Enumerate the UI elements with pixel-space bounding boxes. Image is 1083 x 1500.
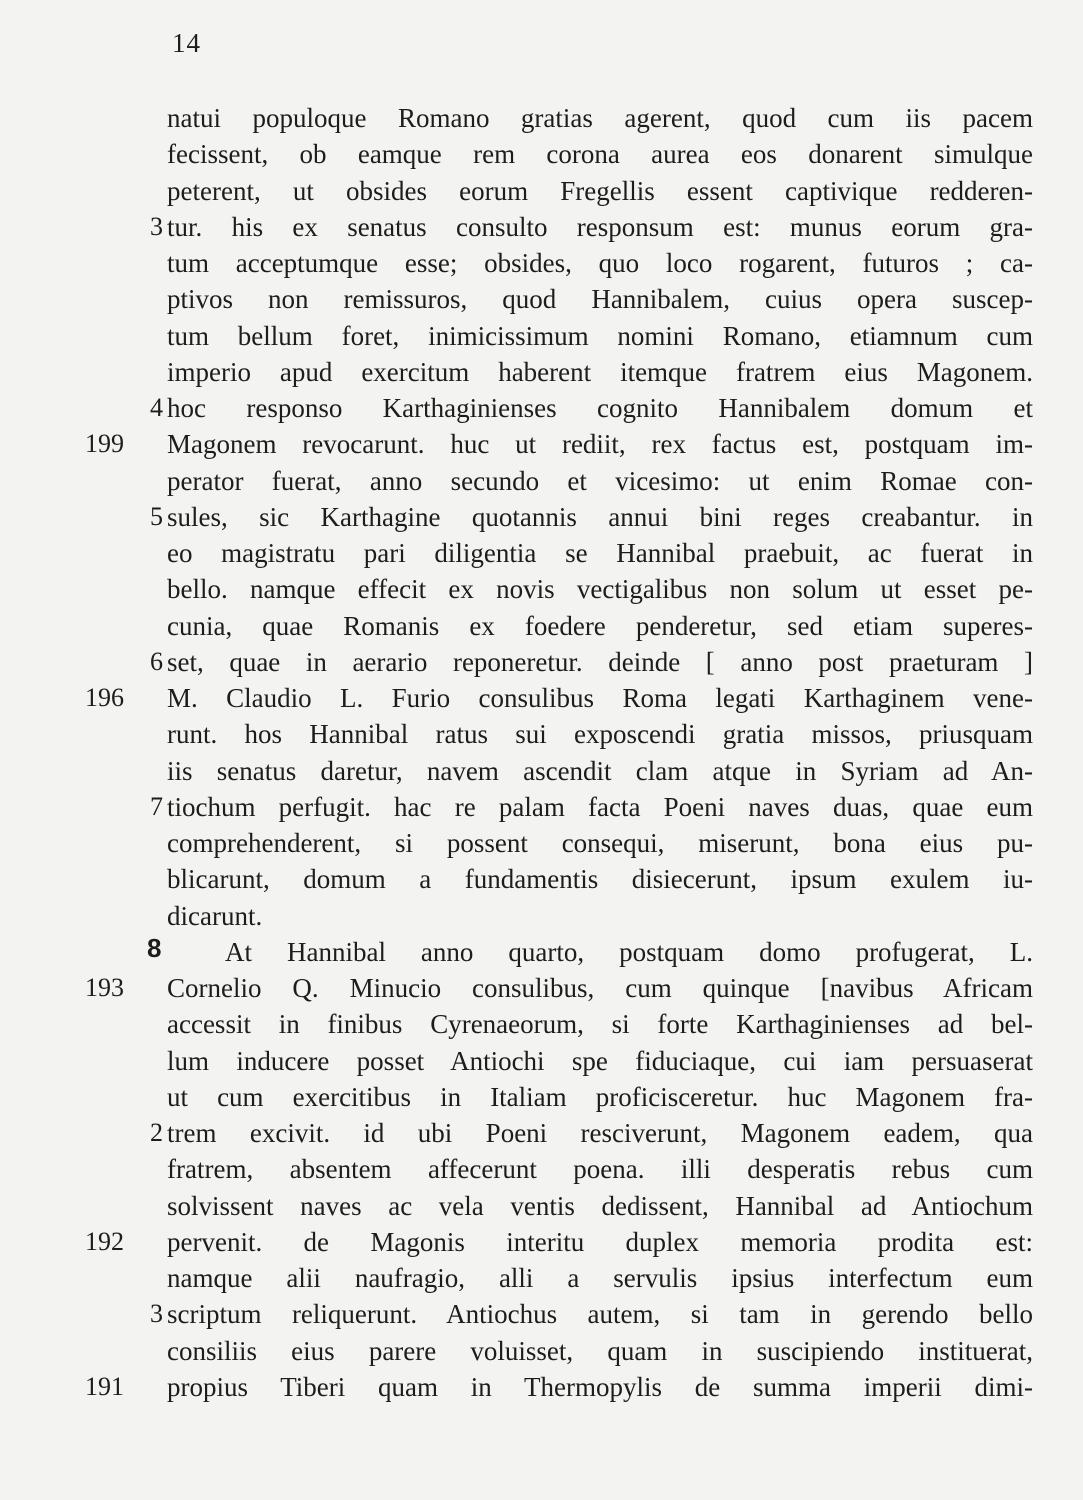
text-line (0, 499, 1083, 535)
text-line (0, 1369, 1083, 1405)
text-line (0, 390, 1083, 426)
line-text: runt. hos Hannibal ratus sui exposcendi gratia missos, priusquam (167, 719, 1033, 750)
line-text: trem excivit. id ubi Poeni resciverunt, Magonem eadem, qua (167, 1118, 1033, 1148)
text-line (0, 608, 1083, 644)
section-number: 7 (150, 791, 163, 821)
line-text: solvissent naves ac vela ventis dedissent, Hannibal ad Antiochum (167, 1190, 1033, 1221)
line-text: fecissent, ob eamque rem corona aurea eos donarent simulque (167, 139, 1033, 170)
line-text: Magonem revocarunt. huc ut rediit, rex factus est, postquam im- (167, 429, 1033, 460)
text-line (0, 970, 1083, 1006)
text-line (0, 934, 1083, 970)
line-text: peterent, ut obsides eorum Fregellis essent captivique redderen- (167, 175, 1033, 206)
text-line (0, 1188, 1083, 1224)
page-number: 14 (172, 28, 201, 58)
line-text: lum inducere posset Antiochi spe fiduciaque, cui iam persuaserat (167, 1045, 1033, 1076)
text-line (0, 136, 1083, 172)
line-text: cunia, quae Romanis ex foedere penderetur, sed etiam superes- (167, 610, 1033, 641)
line-text: At Hannibal anno quarto, postquam domo profugerat, L. (225, 936, 1033, 967)
text-line (0, 789, 1083, 825)
text-line (0, 1224, 1083, 1260)
marginal-year: 199 (85, 429, 124, 459)
line-text: accessit in finibus Cyrenaeorum, si forte Karthaginienses ad bel- (167, 1009, 1033, 1040)
line-text: tum bellum foret, inimicissimum nomini Romano, etiamnum cum (167, 320, 1033, 351)
line-text: namque alii naufragio, alli a servulis ipsius interfectum eum (167, 1263, 1033, 1293)
line-text: imperio apud exercitum haberent itemque fratrem eius Magonem. (167, 356, 1033, 387)
marginal-year: 193 (85, 973, 124, 1002)
text-line (0, 1151, 1083, 1187)
text-line (0, 426, 1083, 462)
text-line (0, 898, 1083, 934)
text-line (0, 281, 1083, 317)
section-number: 3 (150, 211, 163, 241)
line-text: Cornelio Q. Minucio consulibus, cum quinque [navibus Africam (167, 973, 1033, 1003)
text-line (0, 100, 1083, 136)
text-line (0, 535, 1083, 571)
text-line (0, 1079, 1083, 1115)
line-text: ptivos non remissuros, quod Hannibalem, cuius opera suscep- (167, 284, 1033, 315)
section-number: 6 (150, 646, 163, 676)
section-number: 5 (150, 501, 163, 531)
text-line (0, 1115, 1083, 1151)
line-text: dicarunt. (167, 900, 263, 931)
section-number: 2 (150, 1118, 163, 1147)
line-text: hoc responso Karthaginienses cognito Hannibalem domum et (167, 393, 1033, 423)
text-line (0, 1260, 1083, 1296)
text-line (0, 209, 1083, 245)
text-line (0, 571, 1083, 607)
text-line (0, 861, 1083, 897)
line-text: sules, sic Karthagine quotannis annui bini reges creabantur. in (167, 501, 1033, 532)
text-line (0, 173, 1083, 209)
line-text: tur. his ex senatus consulto responsum est: munus eorum gra- (167, 211, 1033, 242)
line-text: propius Tiberi quam in Thermopylis de summa imperii dimi- (167, 1371, 1033, 1402)
text-line (0, 463, 1083, 499)
line-text: iis senatus daretur, navem ascendit clam atque in Syriam ad An- (167, 755, 1033, 786)
text-line (0, 1006, 1083, 1042)
section-number: 4 (150, 393, 163, 422)
text-line (0, 825, 1083, 861)
line-text: tiochum perfugit. hac re palam facta Poeni naves duas, quae eum (167, 791, 1033, 822)
line-text: comprehenderent, si possent consequi, miserunt, bona eius pu- (167, 828, 1033, 858)
line-text: perator fuerat, anno secundo et vicesimo: ut enim Romae con- (167, 465, 1033, 496)
marginal-year: 191 (85, 1371, 124, 1401)
line-text: pervenit. de Magonis interitu duplex memoria prodita est: (167, 1226, 1033, 1257)
chapter-number: 8 (147, 932, 162, 963)
marginal-year: 196 (85, 683, 124, 712)
line-text: set, quae in aerario reponeretur. deinde [ anno post praeturam ] (167, 646, 1033, 677)
line-text: fratrem, absentem affecerunt poena. illi desperatis rebus cum (167, 1154, 1033, 1185)
line-text: eo magistratu pari diligentia se Hannibal praebuit, ac fuerat in (167, 538, 1033, 568)
line-text: ut cum exercitibus in Italiam proficisceretur. huc Magonem fra- (167, 1081, 1033, 1112)
line-text: blicarunt, domum a fundamentis disiecerunt, ipsum exulem iu- (167, 864, 1033, 895)
line-text: tum acceptumque esse; obsides, quo loco rogarent, futuros ; ca- (167, 248, 1033, 278)
line-text: bello. namque effecit ex novis vectigalibus non solum ut esset pe- (167, 574, 1033, 605)
text-line (0, 680, 1083, 716)
text-line (0, 1333, 1083, 1369)
text-line (0, 753, 1083, 789)
text-line (0, 644, 1083, 680)
text-line (0, 1043, 1083, 1079)
text-line (0, 354, 1083, 390)
marginal-year: 192 (85, 1226, 124, 1256)
text-line (0, 716, 1083, 752)
text-line (0, 318, 1083, 354)
text-line (0, 1296, 1083, 1332)
line-text: natui populoque Romano gratias agerent, quod cum iis pacem (167, 103, 1033, 133)
line-text: scriptum reliquerunt. Antiochus autem, si tam in gerendo bello (167, 1299, 1033, 1330)
line-text: M. Claudio L. Furio consulibus Roma legati Karthaginem vene- (167, 683, 1033, 713)
section-number: 3 (150, 1299, 163, 1329)
line-text: consiliis eius parere voluisset, quam in suscipiendo instituerat, (167, 1335, 1033, 1366)
text-line (0, 245, 1083, 281)
